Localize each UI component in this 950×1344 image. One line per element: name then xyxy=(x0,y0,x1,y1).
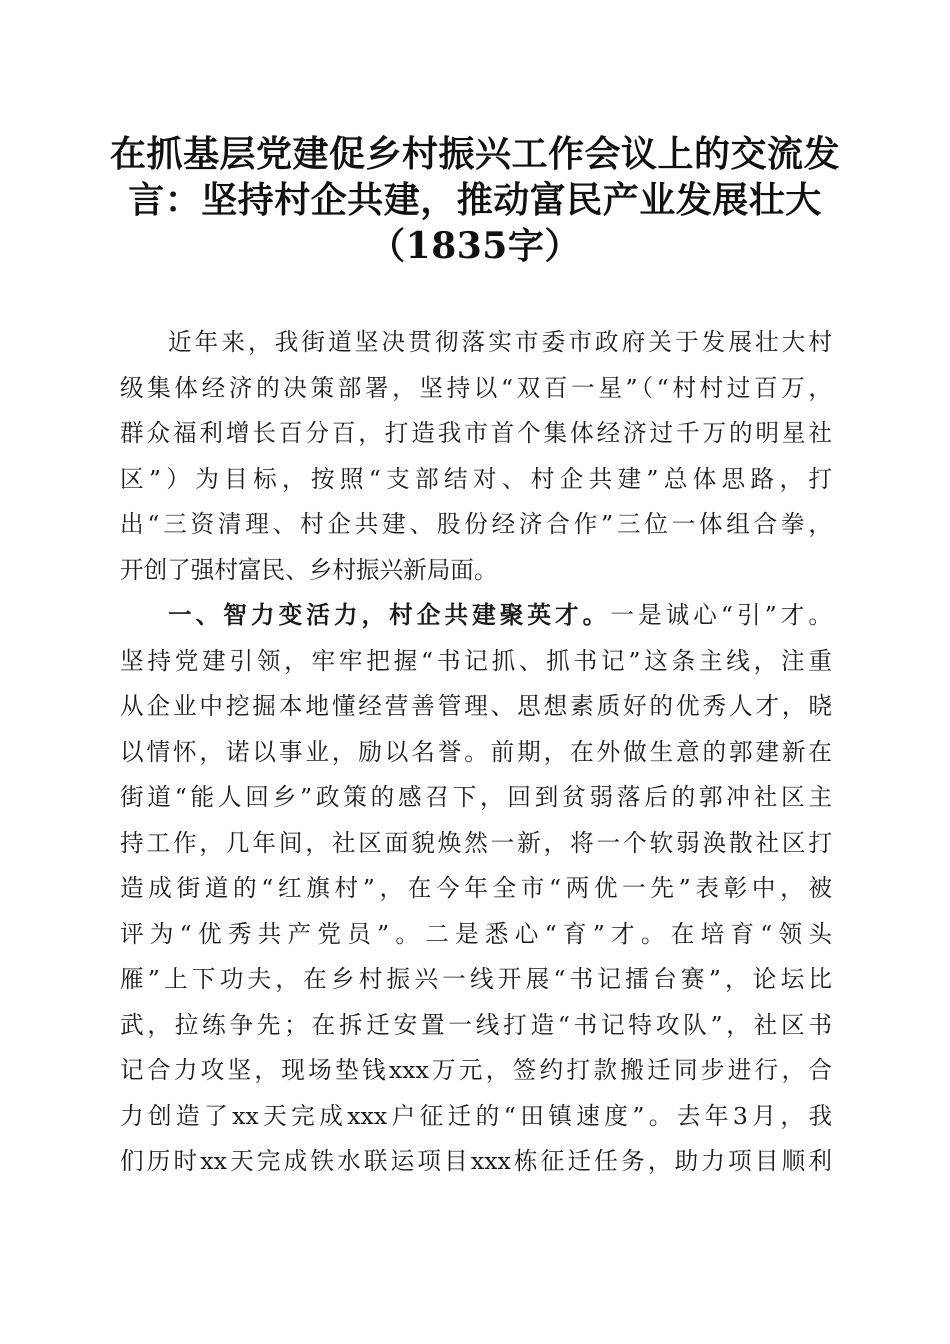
paragraph-line: 群众福利增长百分百，打造我市首个集体经济过千万的明星社 xyxy=(120,419,832,447)
paragraph-line: 持工作，几年间，社区面貌焕然一新，将一个软弱涣散社区打 xyxy=(120,828,832,857)
paragraph-line: 开创了强村富民、乡村振兴新局面。 xyxy=(120,555,498,584)
paragraph-line: 雁”上下功夫，在乡村振兴一线开展“书记擂台赛”，论坛比 xyxy=(120,965,832,993)
section-heading: 一、智力变活力，村企共建聚英才。 xyxy=(168,601,611,629)
paragraph-line xyxy=(120,593,832,639)
paragraph-line: 坚持党建引领，牢牢把握“书记抓、抓书记”这条主线，注重 xyxy=(120,646,832,675)
document-body xyxy=(120,320,832,1185)
title-line: 言：坚持村企共建，推动富民产业发展壮大 xyxy=(128,179,822,221)
paragraph-line: 街道“能人回乡”政策的感召下，回到贫弱落后的郭冲社区主 xyxy=(120,783,832,811)
document-title xyxy=(100,131,850,269)
paragraph-line: 以情怀，诺以事业，励以名誉。前期，在外做生意的郭建新在 xyxy=(120,737,832,766)
paragraph-line: 近年来，我街道坚决贯彻落实市委市政府关于发展壮大村 xyxy=(168,328,832,356)
paragraph-line: 从企业中挖掘本地懂经营善管理、思想素质好的优秀人才，晓 xyxy=(120,692,832,720)
paragraph-line: 力创造了xx天完成xxx户征迁的“田镇速度”。去年3月，我 xyxy=(120,1101,832,1130)
paragraph-line: 造成街道的“红旗村”，在今年全市“两优一先”表彰中，被 xyxy=(120,874,832,902)
paragraph-line: 区”）为目标，按照“支部结对、村企共建”总体思路，打 xyxy=(120,464,832,493)
paragraph-line: 记合力攻坚，现场垫钱xxx万元，签约打款搬迁同步进行，合 xyxy=(120,1056,832,1084)
paragraph-line: 评为“优秀共产党员”。二是悉心“育”才。在培育“领头 xyxy=(120,919,832,948)
title-line: 在抓基层党建促乡村振兴工作会议上的交流发 xyxy=(109,133,840,175)
title-line: （1835字） xyxy=(369,225,581,267)
paragraph-line: 出“三资清理、村企共建、股份经济合作”三位一体组合拳， xyxy=(120,510,832,538)
paragraph-line: 武，拉练争先；在拆迁安置一线打造“书记特攻队”，社区书 xyxy=(120,1010,832,1039)
paragraph-line: 级集体经济的决策部署，坚持以“双百一星”（“村村过百万， xyxy=(120,373,832,402)
paragraph-text: 一是诚心“引”才。 xyxy=(610,601,832,629)
paragraph-line: 们历时xx天完成铁水联运项目xxx栋征迁任务，助力项目顺利 xyxy=(120,1147,832,1175)
